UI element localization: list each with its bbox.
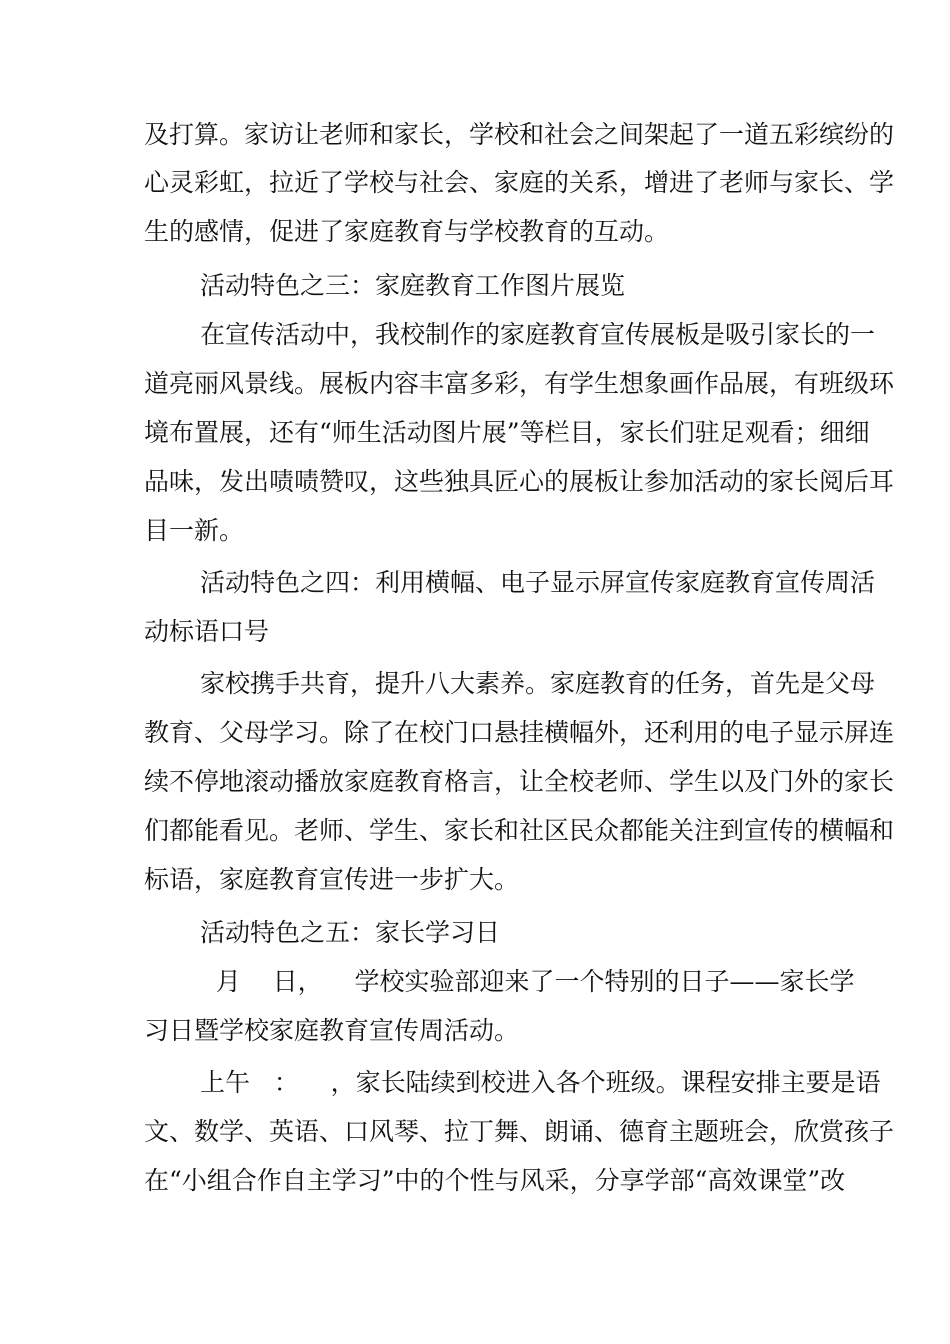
paragraph-line: 月 日， 学校实验部迎来了一个特别的日子——家长学 bbox=[200, 967, 855, 996]
paragraph-line: 境布置展，还有“师生活动图片展”等栏目，家长们驻足观看；细细 bbox=[144, 418, 870, 447]
paragraph-line: 标语，家庭教育宣传进一步扩大。 bbox=[144, 865, 520, 894]
paragraph-line: 习日暨学校家庭教育宣传周活动。 bbox=[144, 1016, 520, 1045]
paragraph-line: 目一新。 bbox=[144, 516, 245, 545]
paragraph-line: 们都能看见。老师、学生、家长和社区民众都能关注到宣传的横幅和 bbox=[144, 816, 895, 845]
paragraph-line: 在“小组合作自主学习”中的个性与风采，分享学部“高效课堂”改 bbox=[144, 1166, 846, 1195]
paragraph-line: 心灵彩虹，拉近了学校与社会、家庭的关系，增进了老师与家长、学 bbox=[144, 168, 895, 197]
section-heading: 活动特色之四：利用横幅、电子显示屏宣传家庭教育宣传周活 bbox=[200, 568, 876, 597]
paragraph-line: 续不停地滚动播放家庭教育格言，让全校老师、学生以及门外的家长 bbox=[144, 767, 895, 796]
paragraph-line: 生的感情，促进了家庭教育与学校教育的互动。 bbox=[144, 217, 670, 246]
section-heading: 活动特色之五：家长学习日 bbox=[200, 918, 501, 947]
paragraph-line: 品味，发出啧啧赞叹，这些独具匠心的展板让参加活动的家长阅后耳 bbox=[144, 467, 895, 496]
section-heading: 活动特色之三：家庭教育工作图片展览 bbox=[200, 271, 626, 300]
paragraph-line: 上午 ： ，家长陆续到校进入各个班级。课程安排主要是语 bbox=[200, 1068, 881, 1097]
paragraph-line: 在宣传活动中，我校制作的家庭教育宣传展板是吸引家长的一 bbox=[200, 320, 876, 349]
paragraph-line: 教育、父母学习。除了在校门口悬挂横幅外，还利用的电子显示屏连 bbox=[144, 718, 895, 747]
section-heading-continued: 动标语口号 bbox=[144, 617, 270, 646]
paragraph-line: 道亮丽风景线。展板内容丰富多彩，有学生想象画作品展，有班级环 bbox=[144, 369, 895, 398]
paragraph-line: 家校携手共育，提升八大素养。家庭教育的任务，首先是父母 bbox=[200, 669, 876, 698]
paragraph-line: 及打算。家访让老师和家长，学校和社会之间架起了一道五彩缤纷的 bbox=[144, 120, 895, 149]
paragraph-line: 文、数学、英语、口风琴、拉丁舞、朗诵、德育主题班会，欣赏孩子 bbox=[144, 1117, 895, 1146]
